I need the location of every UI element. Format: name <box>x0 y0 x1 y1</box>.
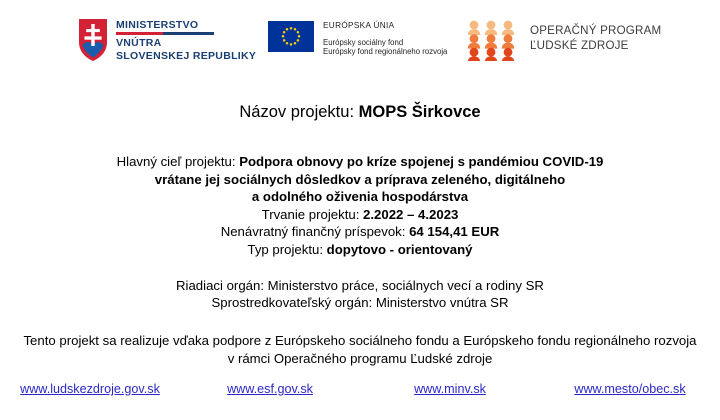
project-title-value: MOPS Širkovce <box>358 103 481 121</box>
project-info-panel <box>0 82 720 368</box>
operational-programme-logo-text <box>530 19 661 53</box>
project-goal-label: Hlavný cieľ projektu: <box>116 154 240 169</box>
european-union-logo <box>268 21 447 57</box>
authorities-block <box>0 277 720 313</box>
ministry-logo-rule <box>116 32 214 35</box>
ministry-logo-line-3: SLOVENSKEJ REPUBLIKY <box>116 49 257 62</box>
intermediate-body-row: Sprostredkovateľský orgán: Ministerstvo vnútra SR <box>211 295 509 311</box>
ministry-logo-text <box>116 18 256 62</box>
project-facts-block <box>0 206 720 259</box>
eu-logo-text <box>323 21 447 57</box>
project-goal-value-1: Podpora obnovy po kríze spojenej s pandémiou COVID-19 <box>239 154 604 169</box>
project-goal-line-1 <box>0 153 720 171</box>
project-goal-value-3: a odolného oživenia hospodárstva <box>251 189 469 205</box>
project-type-label: Typ projektu: <box>247 241 327 257</box>
project-duration-row <box>0 206 720 224</box>
eu-flag-icon <box>268 21 314 52</box>
slovak-coat-of-arms-icon <box>78 18 108 62</box>
ministry-logo-line-2: VNÚTRA <box>116 37 162 50</box>
link-mesto-obec[interactable]: www.mesto/obec.sk <box>574 382 686 396</box>
funding-statement-block <box>0 332 720 368</box>
link-ludskezdroje[interactable]: www.ludskezdroje.gov.sk <box>20 382 160 396</box>
link-esf[interactable]: www.esf.gov.sk <box>227 382 313 396</box>
project-grant-value: 64 154,41 EUR <box>409 224 500 240</box>
ministry-logo-line-1: MINISTERSTVO <box>116 19 199 31</box>
logo-header-bar <box>0 0 720 82</box>
project-goal-line-2 <box>0 171 720 189</box>
project-type-row <box>0 241 720 259</box>
footer-links-bar <box>0 381 720 397</box>
funding-statement-line-1: Tento projekt sa realizuje vďaka podpore z Európskeho sociálneho fondu a Európskeho fondu regionálneho rozvoja <box>23 333 697 349</box>
link-minv[interactable]: www.minv.sk <box>414 382 486 396</box>
project-type-value: dopytovo - orientovaný <box>326 241 473 257</box>
operational-programme-logo <box>466 19 661 61</box>
page-title <box>0 102 720 123</box>
op-logo-line-1: OPERAČNÝ PROGRAM <box>530 24 662 37</box>
project-goal-line-3 <box>0 188 720 206</box>
project-grant-label: Nenávratný finančný príspevok: <box>220 224 410 240</box>
eu-logo-subtitle-2: Európsky fond regionálneho rozvoja <box>323 47 448 57</box>
people-grid-icon <box>466 19 518 61</box>
eu-logo-title: EURÓPSKA ÚNIA <box>323 21 395 30</box>
funding-statement-line-2: v rámci Operačného programu Ľudské zdroje <box>227 350 493 366</box>
project-goal-block <box>0 153 720 206</box>
eu-logo-subtitle-1: Európsky sociálny fond <box>323 38 404 47</box>
managing-authority-row: Riadiaci orgán: Ministerstvo práce, sociálnych vecí a rodiny SR <box>176 277 544 293</box>
project-title-label: Názov projektu: <box>239 103 359 121</box>
ministry-of-interior-logo <box>78 18 256 62</box>
project-grant-row <box>0 223 720 241</box>
op-logo-line-2: ĽUDSKÉ ZDROJE <box>530 38 629 52</box>
project-duration-label: Trvanie projektu: <box>261 206 364 222</box>
project-duration-value: 2.2022 – 4.2023 <box>363 206 459 222</box>
project-goal-value-2: vrátane jej sociálnych dôsledkov a príprava zeleného, digitálneho <box>154 171 566 187</box>
